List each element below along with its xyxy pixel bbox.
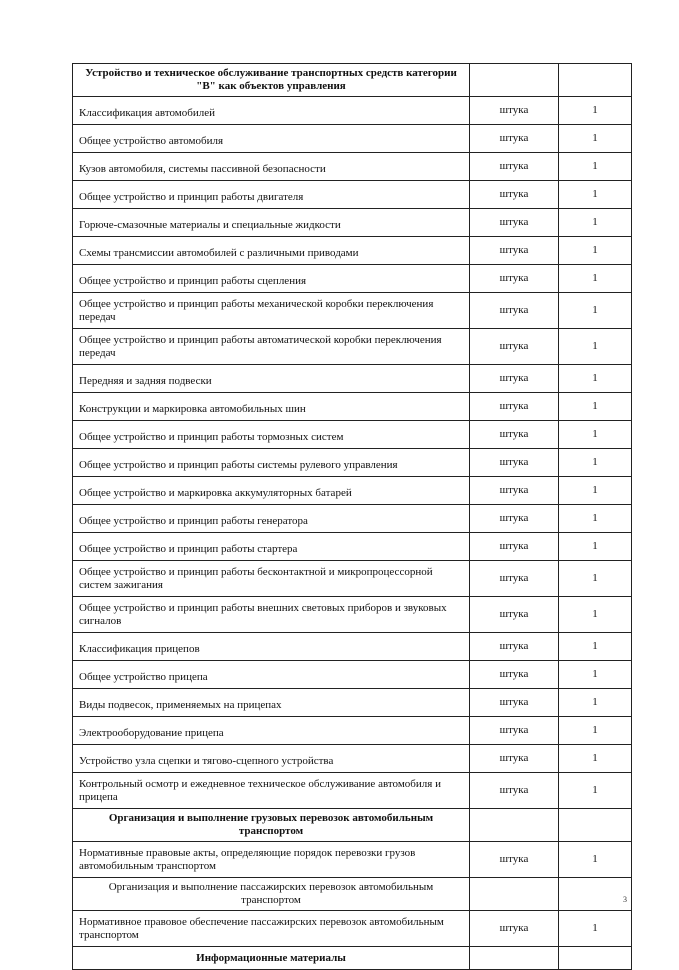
table-row bbox=[73, 561, 632, 597]
item-unit: штука bbox=[470, 449, 559, 477]
item-unit: штука bbox=[470, 911, 559, 947]
item-quantity: 1 bbox=[559, 661, 632, 689]
item-unit: штука bbox=[470, 533, 559, 561]
table-row bbox=[73, 842, 632, 878]
table-row bbox=[73, 181, 632, 209]
item-quantity: 1 bbox=[559, 911, 632, 947]
table-row bbox=[73, 393, 632, 421]
item-quantity: 1 bbox=[559, 293, 632, 329]
section-header-row bbox=[73, 878, 632, 911]
table-row bbox=[73, 633, 632, 661]
item-quantity: 1 bbox=[559, 633, 632, 661]
item-unit: штука bbox=[470, 365, 559, 393]
table-row bbox=[73, 209, 632, 237]
table-row bbox=[73, 293, 632, 329]
item-unit: штука bbox=[470, 181, 559, 209]
table-body bbox=[73, 64, 632, 970]
table-row bbox=[73, 125, 632, 153]
item-name: Контрольный осмотр и ежедневное техническое обслуживание автомобиля и прицепа bbox=[73, 773, 470, 809]
item-quantity: 1 bbox=[559, 745, 632, 773]
table-row bbox=[73, 597, 632, 633]
equipment-table bbox=[72, 63, 632, 970]
table-row bbox=[73, 237, 632, 265]
section-qty-cell bbox=[559, 878, 632, 911]
item-name: Устройство узла сцепки и тягово-сцепного устройства bbox=[73, 745, 470, 773]
item-name: Общее устройство и принцип работы сцепления bbox=[73, 265, 470, 293]
page-number: 3 bbox=[623, 895, 627, 904]
table-row bbox=[73, 421, 632, 449]
item-unit: штука bbox=[470, 561, 559, 597]
table-row bbox=[73, 745, 632, 773]
item-name: Нормативное правовое обеспечение пассажирских перевозок автомобильным транспортом bbox=[73, 911, 470, 947]
item-unit: штука bbox=[470, 689, 559, 717]
item-quantity: 1 bbox=[559, 265, 632, 293]
item-quantity: 1 bbox=[559, 505, 632, 533]
section-unit-cell bbox=[470, 947, 559, 970]
item-name: Схемы трансмиссии автомобилей с различными приводами bbox=[73, 237, 470, 265]
item-unit: штука bbox=[470, 97, 559, 125]
item-name: Общее устройство и принцип работы системы рулевого управления bbox=[73, 449, 470, 477]
table-row bbox=[73, 717, 632, 745]
table-row bbox=[73, 533, 632, 561]
section-title: Устройство и техническое обслуживание транспортных средств категории "B" как объектов управления bbox=[73, 64, 470, 97]
item-unit: штука bbox=[470, 209, 559, 237]
item-quantity: 1 bbox=[559, 209, 632, 237]
item-unit: штука bbox=[470, 745, 559, 773]
item-name: Классификация автомобилей bbox=[73, 97, 470, 125]
section-header-row bbox=[73, 64, 632, 97]
section-unit-cell bbox=[470, 878, 559, 911]
item-quantity: 1 bbox=[559, 597, 632, 633]
item-quantity: 1 bbox=[559, 561, 632, 597]
table-row bbox=[73, 153, 632, 181]
item-name: Классификация прицепов bbox=[73, 633, 470, 661]
item-quantity: 1 bbox=[559, 181, 632, 209]
section-header-row bbox=[73, 809, 632, 842]
item-quantity: 1 bbox=[559, 329, 632, 365]
table-row bbox=[73, 689, 632, 717]
item-name: Общее устройство прицепа bbox=[73, 661, 470, 689]
item-name: Передняя и задняя подвески bbox=[73, 365, 470, 393]
item-name: Нормативные правовые акты, определяющие порядок перевозки грузов автомобильным транспортом bbox=[73, 842, 470, 878]
section-qty-cell bbox=[559, 809, 632, 842]
section-header-row bbox=[73, 947, 632, 970]
section-title: Организация и выполнение грузовых перевозок автомобильным транспортом bbox=[73, 809, 470, 842]
item-unit: штука bbox=[470, 393, 559, 421]
item-quantity: 1 bbox=[559, 365, 632, 393]
item-unit: штука bbox=[470, 717, 559, 745]
item-unit: штука bbox=[470, 661, 559, 689]
section-qty-cell bbox=[559, 64, 632, 97]
item-unit: штука bbox=[470, 329, 559, 365]
item-name: Кузов автомобиля, системы пассивной безопасности bbox=[73, 153, 470, 181]
item-name: Конструкции и маркировка автомобильных шин bbox=[73, 393, 470, 421]
item-name: Общее устройство и принцип работы двигателя bbox=[73, 181, 470, 209]
item-quantity: 1 bbox=[559, 842, 632, 878]
item-quantity: 1 bbox=[559, 449, 632, 477]
section-title: Информационные материалы bbox=[73, 947, 470, 970]
item-quantity: 1 bbox=[559, 689, 632, 717]
item-quantity: 1 bbox=[559, 97, 632, 125]
table-row bbox=[73, 449, 632, 477]
item-unit: штука bbox=[470, 265, 559, 293]
table-row bbox=[73, 365, 632, 393]
item-quantity: 1 bbox=[559, 237, 632, 265]
item-name: Общее устройство и принцип работы стартера bbox=[73, 533, 470, 561]
item-name: Электрооборудование прицепа bbox=[73, 717, 470, 745]
table-row bbox=[73, 265, 632, 293]
item-quantity: 1 bbox=[559, 421, 632, 449]
item-unit: штука bbox=[470, 505, 559, 533]
table-row bbox=[73, 661, 632, 689]
item-quantity: 1 bbox=[559, 533, 632, 561]
item-unit: штука bbox=[470, 153, 559, 181]
item-unit: штука bbox=[470, 597, 559, 633]
item-unit: штука bbox=[470, 842, 559, 878]
item-name: Общее устройство и принцип работы тормозных систем bbox=[73, 421, 470, 449]
section-unit-cell bbox=[470, 64, 559, 97]
item-quantity: 1 bbox=[559, 717, 632, 745]
item-unit: штука bbox=[470, 477, 559, 505]
item-name: Общее устройство и принцип работы автоматической коробки переключения передач bbox=[73, 329, 470, 365]
item-unit: штука bbox=[470, 293, 559, 329]
table-row bbox=[73, 911, 632, 947]
table-row bbox=[73, 329, 632, 365]
item-name: Виды подвесок, применяемых на прицепах bbox=[73, 689, 470, 717]
item-quantity: 1 bbox=[559, 125, 632, 153]
item-unit: штука bbox=[470, 421, 559, 449]
table-row bbox=[73, 773, 632, 809]
item-quantity: 1 bbox=[559, 773, 632, 809]
table-row bbox=[73, 97, 632, 125]
item-name: Общее устройство и принцип работы внешних световых приборов и звуковых сигналов bbox=[73, 597, 470, 633]
table-row bbox=[73, 477, 632, 505]
item-name: Общее устройство и принцип работы генератора bbox=[73, 505, 470, 533]
section-title: Организация и выполнение пассажирских перевозок автомобильным транспортом bbox=[73, 878, 470, 911]
section-unit-cell bbox=[470, 809, 559, 842]
item-name: Общее устройство автомобиля bbox=[73, 125, 470, 153]
item-unit: штука bbox=[470, 237, 559, 265]
table-row bbox=[73, 505, 632, 533]
item-name: Общее устройство и маркировка аккумуляторных батарей bbox=[73, 477, 470, 505]
item-name: Общее устройство и принцип работы бесконтактной и микропроцессорной систем зажигания bbox=[73, 561, 470, 597]
item-quantity: 1 bbox=[559, 153, 632, 181]
item-unit: штука bbox=[470, 773, 559, 809]
item-name: Общее устройство и принцип работы механической коробки переключения передач bbox=[73, 293, 470, 329]
item-unit: штука bbox=[470, 125, 559, 153]
item-quantity: 1 bbox=[559, 393, 632, 421]
section-qty-cell bbox=[559, 947, 632, 970]
item-unit: штука bbox=[470, 633, 559, 661]
item-name: Горюче-смазочные материалы и специальные жидкости bbox=[73, 209, 470, 237]
item-quantity: 1 bbox=[559, 477, 632, 505]
